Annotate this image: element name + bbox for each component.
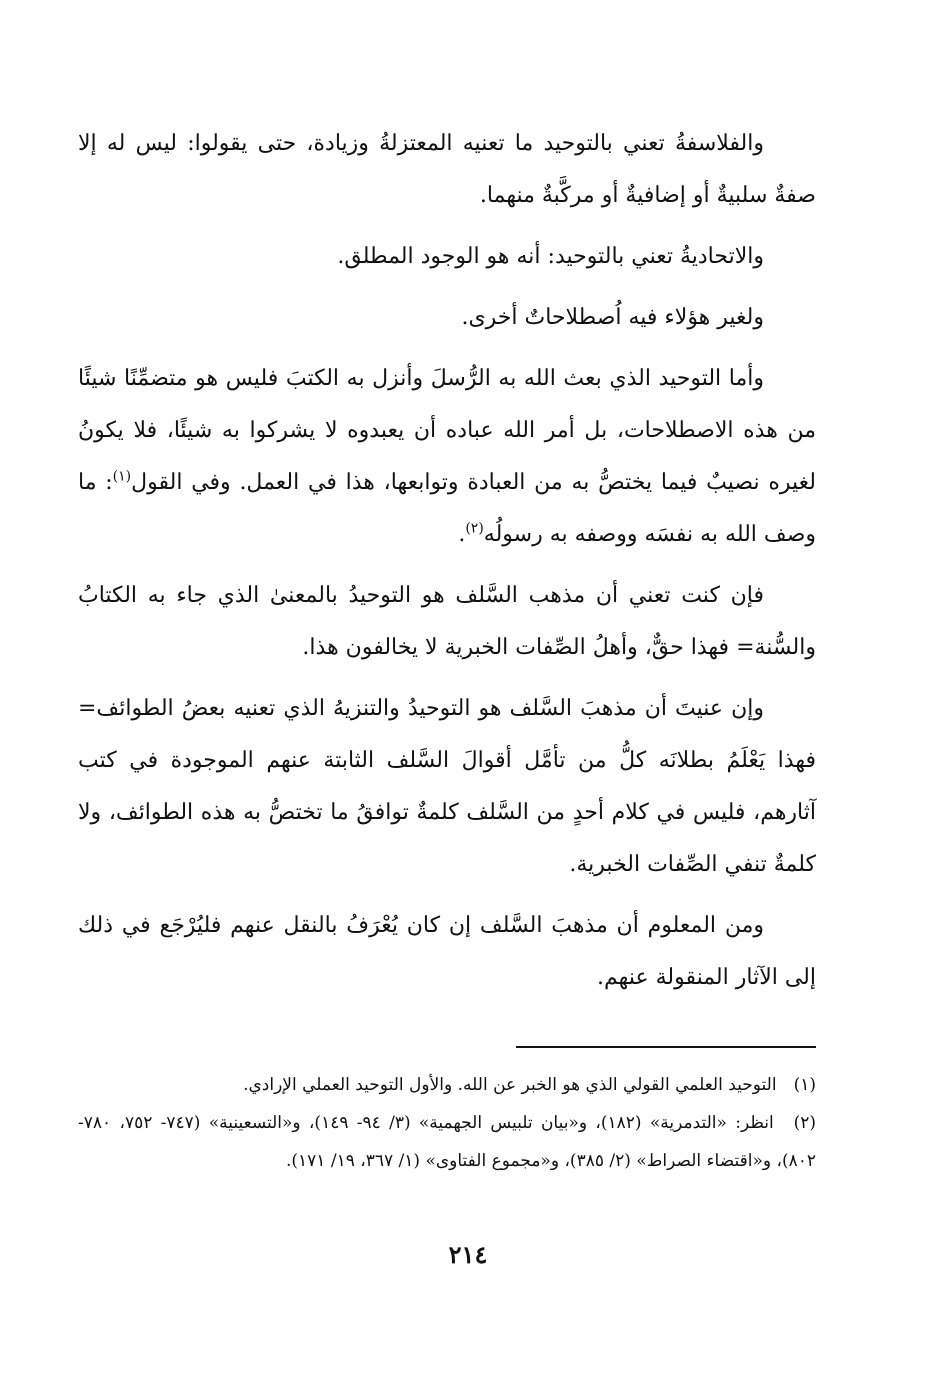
main-text bbox=[78, 118, 816, 1013]
footnote-text: التوحيد العلمي القولي الذي هو الخبر عن الله. والأول التوحيد العملي الإرادي. bbox=[243, 1075, 777, 1095]
footnote-number: (٢) bbox=[793, 1113, 817, 1133]
paragraph-4-text-a: وأما التوحيد الذي بعث الله به الرُّسلَ وأنزل به الكتبَ فليس هو متضمِّنًا شيئًا من هذه الاصطلاحات، بل أمر الله عباده أن يعبدوه لا يشركوا به شيئًا، فلا يكونُ لغيره نصيبٌ فيما يختصُّ به من العبادة وتوابعها، هذا في العمل. وفي القول bbox=[78, 366, 816, 495]
paragraph-6: وإن عنيتَ أن مذهبَ السَّلف هو التوحيدُ والتنزيهُ الذي تعنيه بعضُ الطوائف= فهذا يَعْلَمُ بطلانَه كلُّ من تأمَّل أقوالَ السَّلف الثابتة عنهم الموجودة في كتب آثارهم، فليس في كلام أحدٍ من السَّلف كلمةٌ توافقُ ما تختصُّ به هذه الطوائف، ولا كلمةٌ تنفي الصِّفات الخبرية. bbox=[78, 696, 816, 877]
footnotes bbox=[78, 1066, 816, 1180]
page-number: ٢١٤ bbox=[448, 1240, 488, 1269]
paragraph-5: فإن كنت تعني أن مذهب السَّلف هو التوحيدُ بالمعنىٰ الذي جاء به الكتابُ والسُّنة= فهذا حقٌّ، وأهلُ الصِّفات الخبرية لا يخالفون هذا. bbox=[78, 583, 816, 660]
paragraph-1: والفلاسفةُ تعني بالتوحيد ما تعنيه المعتزلةُ وزيادة، حتى يقولوا: ليس له إلا صفةٌ سلبيةٌ أو إضافيةٌ أو مركَّبةٌ منهما. bbox=[78, 131, 816, 208]
footnote-number: (١) bbox=[793, 1075, 816, 1095]
paragraph-2: والاتحاديةُ تعني بالتوحيد: أنه هو الوجود المطلق. bbox=[337, 244, 764, 269]
footnote-2 bbox=[78, 1104, 816, 1180]
paragraph-4-text-b: : ما وصف الله به نفسَه ووصفه به رسولُه bbox=[78, 470, 816, 547]
footnote-ref-2[interactable]: (٢) bbox=[465, 520, 484, 537]
paragraph-7: ومن المعلوم أن مذهبَ السَّلف إن كان يُعْرَفُ بالنقل عنهم فليُرْجَع في ذلك إلى الآثار المنقولة عنهم. bbox=[78, 913, 816, 990]
footnote-1 bbox=[78, 1066, 816, 1104]
footnote-ref-1[interactable]: (١) bbox=[112, 468, 132, 485]
paragraph-4 bbox=[78, 353, 816, 561]
paragraph-4-text-c: . bbox=[458, 522, 466, 547]
footnote-divider bbox=[516, 1046, 816, 1048]
footnote-text: انظر: «التدمرية» (١٨٢)، و«بيان تلبيس الجهمية» (٣/ ٩٤- ١٤٩)، و«التسعينية» (٧٤٧- ٧٥٢، ٧٨٠- ٨٠٢)، و«اقتضاء الصراط» (٢/ ٣٨٥)، و«مجموع الفتاوى» (١/ ٣٦٧، ١٩/ ١٧١). bbox=[78, 1113, 816, 1171]
paragraph-3: ولغير هؤلاء فيه اُصطلاحاتٌ أخرى. bbox=[461, 305, 764, 330]
